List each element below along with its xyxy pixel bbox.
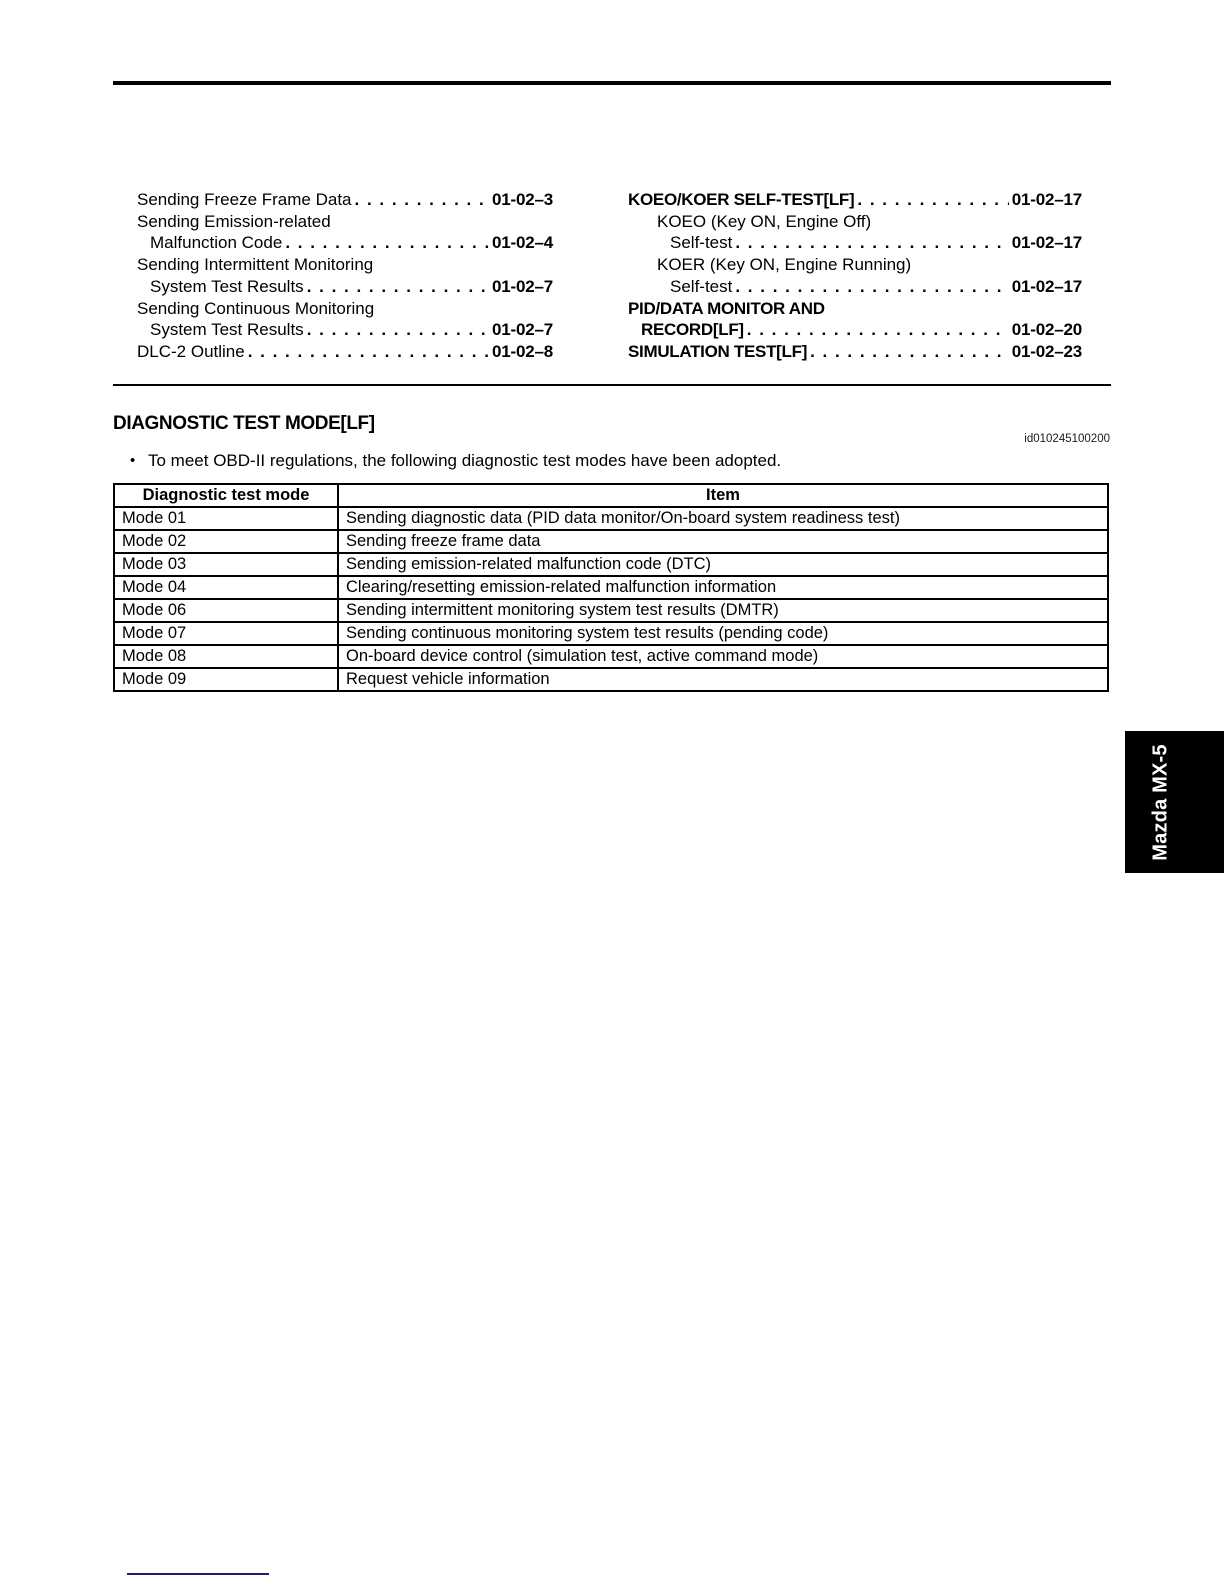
col-header-diagnostic-test-mode: Diagnostic test mode: [114, 484, 338, 507]
toc-entry: [137, 341, 553, 363]
item-cell: Clearing/resetting emission-related malfunction information: [338, 576, 1108, 599]
intro-text: To meet OBD-II regulations, the following diagnostic test modes have been adopted.: [148, 451, 782, 470]
dot-leader: [735, 232, 1008, 254]
dot-leader: [735, 276, 1008, 298]
mode-cell: Mode 09: [114, 668, 338, 691]
toc-entry: [628, 254, 1082, 276]
col-header-item: Item: [338, 484, 1108, 507]
toc-entry-label: Self-test: [670, 276, 733, 296]
model-side-tab-label: Mazda MX-5: [1150, 743, 1172, 861]
dot-leader: [307, 319, 489, 341]
table-row: [114, 645, 1108, 668]
toc-entry-label: System Test Results: [150, 320, 304, 340]
toc-entry-label: SIMULATION TEST[LF]: [628, 341, 808, 361]
mode-cell: Mode 01: [114, 507, 338, 530]
toc-entry: [628, 298, 1082, 320]
toc-entry: [137, 319, 553, 341]
toc-entry-label: Self-test: [670, 233, 733, 253]
table-row: [114, 530, 1108, 553]
toc-bottom-rule: [113, 384, 1111, 386]
toc-entry: [137, 276, 553, 298]
dot-leader: [810, 341, 1009, 363]
toc-entry-label: RECORD[LF]: [641, 320, 744, 340]
toc-entry-label: Sending Emission-related: [137, 211, 331, 231]
item-cell: Request vehicle information: [338, 668, 1108, 691]
toc-entry-page: 01-02–7: [492, 276, 553, 296]
toc-entry-page: 01-02–23: [1011, 341, 1082, 361]
toc-entry: [628, 276, 1082, 298]
item-cell: Sending freeze frame data: [338, 530, 1108, 553]
mode-cell: Mode 03: [114, 553, 338, 576]
toc-entry-page: 01-02–17: [1011, 276, 1082, 296]
toc-entry-page: 01-02–4: [492, 233, 553, 253]
top-rule: [113, 81, 1111, 85]
table-header-row: [114, 484, 1108, 507]
mode-cell: Mode 04: [114, 576, 338, 599]
item-cell: Sending intermittent monitoring system test results (DMTR): [338, 599, 1108, 622]
section-title: DIAGNOSTIC TEST MODE[LF]: [113, 413, 375, 434]
toc-entry: [628, 211, 1082, 233]
toc-entry: [628, 319, 1082, 341]
dot-leader: [355, 189, 490, 211]
toc-entry-label: Sending Intermittent Monitoring: [137, 255, 374, 275]
toc-entry-label: System Test Results: [150, 276, 304, 296]
toc-entry: [628, 189, 1082, 211]
toc-entry-page: 01-02–20: [1011, 320, 1082, 340]
table-row: [114, 576, 1108, 599]
toc-entry: [137, 211, 553, 233]
table-row: [114, 668, 1108, 691]
toc-entry-page: 01-02–17: [1011, 190, 1082, 209]
toc-entry-page: 01-02–17: [1011, 233, 1082, 253]
toc-entry-page: 01-02–3: [492, 190, 553, 209]
diagnostic-modes-table: [113, 483, 1109, 692]
toc-entry: [137, 232, 553, 254]
footer-underline: [127, 1573, 269, 1575]
toc-entry-label: PID/DATA MONITOR AND: [628, 298, 825, 318]
toc-entry-label: KOER (Key ON, Engine Running): [657, 255, 912, 275]
dot-leader: [248, 341, 489, 363]
mode-cell: Mode 06: [114, 599, 338, 622]
toc-entry-page: 01-02–7: [492, 320, 553, 340]
bullet-icon: •: [130, 452, 136, 469]
toc-entry-label: Malfunction Code: [150, 233, 283, 253]
dot-leader: [285, 232, 489, 254]
doc-id: id010245100200: [1024, 433, 1110, 445]
toc-left-column: [137, 189, 553, 363]
mode-cell: Mode 02: [114, 530, 338, 553]
mode-cell: Mode 07: [114, 622, 338, 645]
toc-entry: [628, 341, 1082, 363]
dot-leader: [747, 319, 1009, 341]
toc-entry-label: KOEO (Key ON, Engine Off): [657, 211, 872, 231]
dot-leader: [857, 189, 1008, 211]
toc-entry: [137, 254, 553, 276]
dot-leader: [307, 276, 489, 298]
table-row: [114, 507, 1108, 530]
mode-cell: Mode 08: [114, 645, 338, 668]
intro-bullet-row: [130, 450, 1110, 471]
item-cell: Sending diagnostic data (PID data monitor/On-board system readiness test): [338, 507, 1108, 530]
table-row: [114, 553, 1108, 576]
item-cell: Sending continuous monitoring system test results (pending code): [338, 622, 1108, 645]
toc-entry: [137, 298, 553, 320]
table-row: [114, 622, 1108, 645]
toc-entry: [137, 189, 553, 211]
toc-right-column: [628, 189, 1082, 363]
toc-entry: [628, 232, 1082, 254]
toc-entry-page: 01-02–8: [492, 341, 553, 361]
toc-entry-label: Sending Continuous Monitoring: [137, 298, 375, 318]
model-side-tab: [1125, 731, 1224, 873]
toc-entry-label: KOEO/KOER SELF-TEST[LF]: [628, 190, 855, 209]
table-row: [114, 599, 1108, 622]
toc-entry-label: Sending Freeze Frame Data: [137, 190, 352, 209]
item-cell: On-board device control (simulation test, active command mode): [338, 645, 1108, 668]
item-cell: Sending emission-related malfunction code (DTC): [338, 553, 1108, 576]
toc-entry-label: DLC-2 Outline: [137, 341, 245, 361]
